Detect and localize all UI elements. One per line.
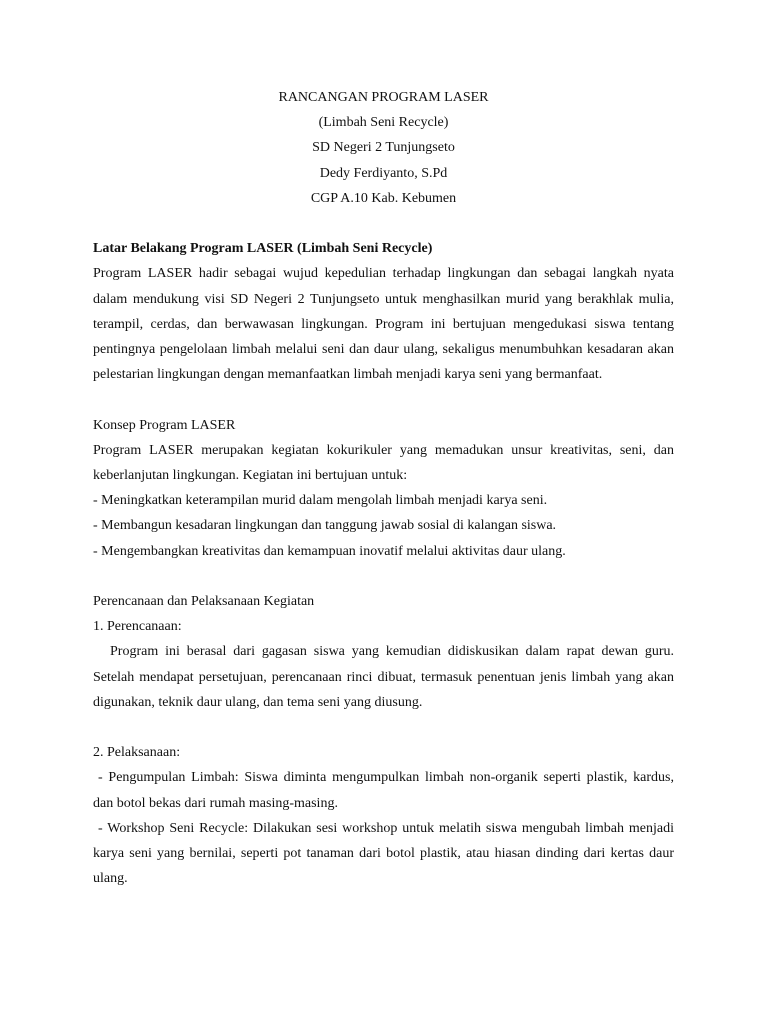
planning-heading: Perencanaan dan Pelaksanaan Kegiatan — [93, 594, 315, 610]
planning-label: 1. Perencanaan: — [93, 619, 182, 635]
spacer — [93, 564, 674, 589]
document-title: RANCANGAN PROGRAM LASER — [278, 90, 489, 105]
execution-item: - Workshop Seni Recycle: Dilakukan sesi workshop untuk melatih siswa mengubah limbah menjadi karya seni yang bernilai, seperti pot tanaman dari botol plastik, atau hiasan dinding dari kertas daur ulang. — [93, 820, 674, 887]
spacer — [93, 715, 674, 740]
school-name: SD Negeri 2 Tunjungseto — [312, 140, 455, 156]
spacer — [93, 211, 674, 236]
concept-list-item: - Mengembangkan kreativitas dan kemampuan inovatif melalui aktivitas daur ulang. — [93, 543, 566, 559]
concept-list-item: - Meningkatkan keterampilan murid dalam mengolah limbah menjadi karya seni. — [93, 493, 548, 509]
document-subtitle: (Limbah Seni Recycle) — [318, 115, 449, 131]
background-paragraph: Program LASER hadir sebagai wujud kepedulian terhadap lingkungan dan sebagai langkah nyata dalam mendukung visi SD Negeri 2 Tunjungseto untuk menghasilkan murid yang berakhlak mulia, terampil, cerdas, dan berwawasan lingkungan. Program ini bertujuan mengedukasi siswa tentang pentingnya pengelolaan limbah melalui seni dan daur ulang, sekaligus menumbuhkan kesadaran akan pelestarian lingkungan dengan memanfaatkan limbah menjadi karya seni yang bermanfaat. — [93, 266, 674, 383]
document-content — [93, 85, 674, 891]
concept-list-item: - Membangun kesadaran lingkungan dan tanggung jawab sosial di kalangan siswa. — [93, 518, 557, 534]
execution-item: - Pengumpulan Limbah: Siswa diminta mengumpulkan limbah non-organik seperti plastik, kardus, dan botol bekas dari rumah masing-masing. — [93, 770, 674, 811]
concept-heading: Konsep Program LASER — [93, 417, 236, 433]
cohort-name: CGP A.10 Kab. Kebumen — [310, 190, 457, 206]
execution-label: 2. Pelaksanaan: — [93, 745, 181, 761]
spacer — [93, 387, 674, 412]
background-heading: Latar Belakang Program LASER (Limbah Seni Recycle) — [93, 241, 433, 257]
planning-paragraph: Program ini berasal dari gagasan siswa yang kemudian didiskusikan dalam rapat dewan guru. Setelah mendapat persetujuan, perencanaan rinci dibuat, termasuk penentuan jenis limbah yang akan digunakan, teknik daur ulang, dan tema seni yang diusung. — [93, 644, 674, 710]
author-name: Dedy Ferdiyanto, S.Pd — [319, 165, 448, 181]
concept-paragraph: Program LASER merupakan kegiatan kokurikuler yang memadukan unsur kreativitas, seni, dan keberlanjutan lingkungan. Kegiatan ini bertujuan untuk: — [93, 442, 674, 484]
